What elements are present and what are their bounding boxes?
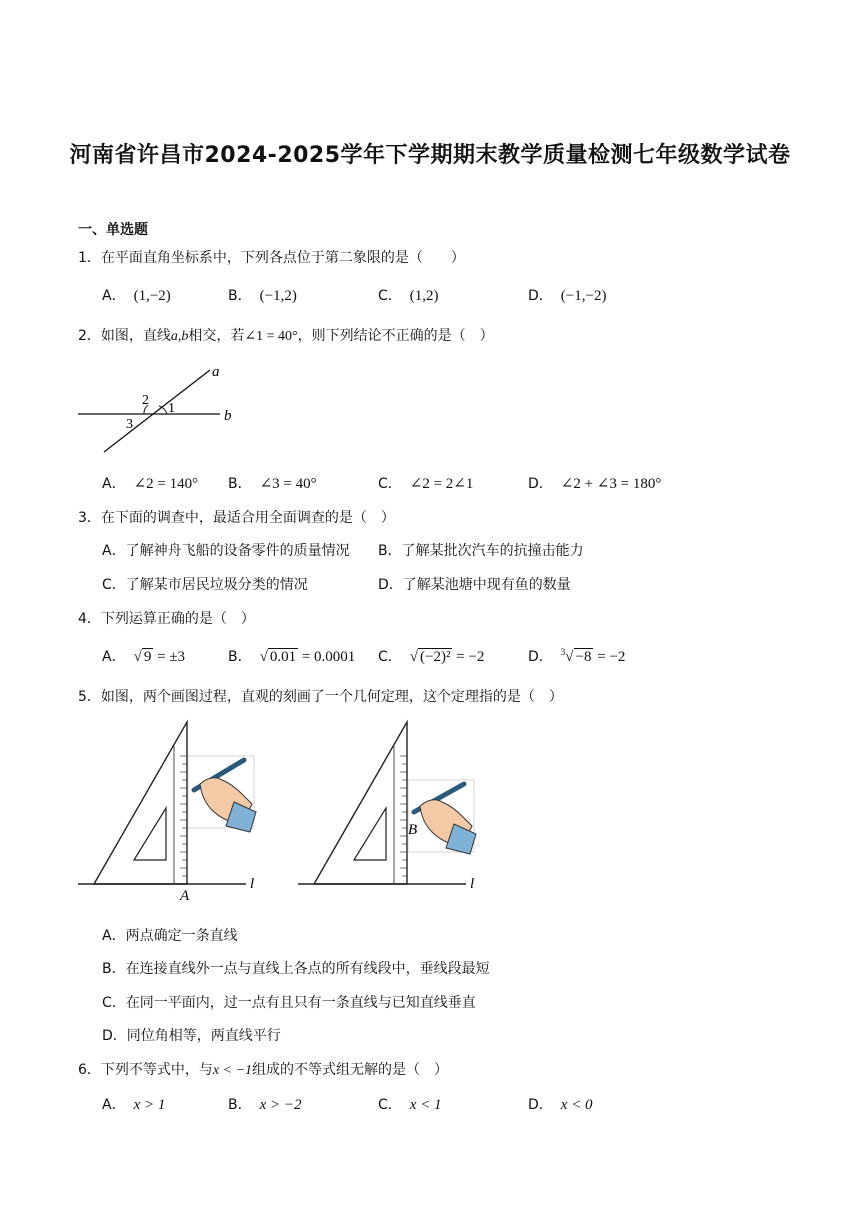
option-value: 两点确定一条直线	[125, 928, 238, 944]
hand-with-pen-icon	[414, 784, 476, 854]
label-point-a: A	[180, 888, 190, 901]
option-value: x > −2	[259, 1097, 302, 1113]
q4-option-d[interactable]: D． $^3$√ −8 = −2	[528, 647, 626, 665]
question-5-stem: 5．如图，两个画图过程，直观的刻画了一个几何定理，这个定理指的是（ ）	[78, 689, 563, 705]
radicand: −8	[575, 649, 592, 665]
label-point-b: B	[408, 822, 418, 838]
question-1-stem: 1．在平面直角坐标系中，下列各点位于第二象限的是（ ）	[78, 250, 465, 266]
option-value: x > 1	[133, 1097, 166, 1113]
radicand: (−2)²	[420, 649, 451, 665]
drawing-figure-right	[296, 716, 486, 901]
option-value: 在同一平面内，过一点有且只有一条直线与已知直线垂直	[125, 995, 476, 1011]
option-label: C．	[102, 577, 126, 593]
option-label: A．	[102, 543, 126, 559]
stem-text: 6．下列不等式中，与	[78, 1062, 213, 1078]
drawing-figure-left	[76, 716, 266, 901]
option-label: C．	[378, 476, 402, 492]
option-label: A．	[102, 649, 126, 665]
option-rest: = ±3	[153, 649, 186, 665]
option-label: A．	[102, 476, 126, 492]
root-index: 3	[560, 647, 566, 657]
q5-option-d[interactable]	[102, 1025, 281, 1045]
option-value: (1,−2)	[133, 288, 171, 304]
option-rest: = 0.0001	[298, 649, 356, 665]
q5-option-a[interactable]	[102, 925, 238, 945]
question-3-stem: 3．在下面的调查中，最适合用全面调查的是（ ）	[78, 510, 395, 526]
stem-text: 组成的不等式组无解的是（ ）	[252, 1062, 449, 1078]
label-angle-3: 3	[126, 417, 133, 432]
q4-option-a[interactable]: A． √ 9 = ±3	[102, 649, 186, 665]
option-label: D．	[528, 1097, 553, 1113]
stem-variables: a,b	[170, 329, 189, 344]
line-a	[104, 370, 210, 452]
option-label: D．	[378, 577, 403, 593]
q4-option-b[interactable]: B． √ 0.01 = 0.0001	[228, 649, 356, 665]
q2-option-c[interactable]	[378, 473, 473, 493]
option-label: B．	[228, 476, 252, 492]
option-value: 了解某市居民垃圾分类的情况	[125, 577, 308, 593]
option-label: D．	[528, 649, 553, 665]
option-value: x < 0	[560, 1097, 593, 1113]
hand-with-pen-icon	[194, 760, 256, 832]
q1-option-d[interactable]	[528, 285, 606, 305]
q2-option-a[interactable]	[102, 473, 198, 493]
option-value: ∠3 = 40°	[259, 476, 317, 492]
option-label: C．	[378, 288, 402, 304]
option-label: C．	[378, 1097, 402, 1113]
option-value: x < 1	[409, 1097, 442, 1113]
q5-option-b[interactable]	[102, 958, 490, 978]
option-label: B．	[378, 543, 402, 559]
option-value: (−1,−2)	[560, 288, 607, 304]
q2-option-d[interactable]	[528, 473, 661, 493]
question-4-stem: 4．下列运算正确的是（ ）	[78, 611, 255, 627]
option-value: 了解神舟飞船的设备零件的质量情况	[125, 543, 350, 559]
radicand: 0.01	[269, 649, 297, 665]
stem-text: 相交，若	[188, 328, 245, 344]
label-a: a	[212, 364, 220, 380]
q3-option-c[interactable]	[102, 574, 308, 594]
q6-option-c[interactable]	[378, 1094, 442, 1114]
q6-option-b[interactable]	[228, 1094, 302, 1114]
question-2-stem	[78, 325, 494, 345]
q6-option-a[interactable]	[102, 1094, 165, 1114]
page-title: 河南省许昌市2024-2025学年下学期期末教学质量检测七年级数学试卷	[69, 143, 791, 168]
option-label: B．	[228, 1097, 252, 1113]
q1-option-a[interactable]	[102, 285, 171, 305]
stem-text: 2．如图，直线	[78, 328, 171, 344]
q1-option-c[interactable]	[378, 285, 439, 305]
option-label: D．	[528, 476, 553, 492]
label-line-l-left: l	[250, 876, 255, 892]
option-label: A．	[102, 288, 126, 304]
option-value: (1,2)	[409, 288, 439, 304]
label-b: b	[224, 408, 232, 424]
label-angle-1: 1	[168, 401, 175, 416]
label-line-l-right: l	[470, 876, 475, 892]
q2-option-b[interactable]	[228, 473, 317, 493]
option-label: A．	[102, 1097, 126, 1113]
stem-text: ，则下列结论不正确的是（ ）	[297, 328, 494, 344]
angle-1-arc	[159, 406, 167, 414]
q3-option-a[interactable]	[102, 540, 350, 560]
stem-math: x < −1	[212, 1063, 253, 1078]
option-label: D．	[528, 288, 553, 304]
option-value: ∠2 + ∠3 = 180°	[560, 476, 662, 492]
label-angle-2: 2	[142, 393, 149, 408]
option-label: A．	[102, 928, 126, 944]
q3-option-b[interactable]	[378, 540, 584, 560]
option-label: B．	[102, 961, 126, 977]
option-label: B．	[228, 649, 252, 665]
option-label: C．	[378, 649, 402, 665]
option-label: C．	[102, 995, 126, 1011]
stem-math: ∠1 = 40°	[244, 329, 298, 344]
option-value: 在连接直线外一点与直线上各点的所有线段中，垂线段最短	[125, 961, 490, 977]
question-6-stem	[78, 1059, 448, 1079]
intersecting-lines-figure	[70, 360, 250, 460]
option-value: 了解某批次汽车的抗撞击能力	[401, 543, 584, 559]
q1-option-b[interactable]	[228, 285, 297, 305]
radicand: 9	[143, 649, 152, 665]
section-heading: 一、单选题	[78, 222, 148, 238]
q4-option-c[interactable]: C． √ (−2)² = −2	[378, 649, 485, 665]
option-value: 了解某池塘中现有鱼的数量	[402, 577, 571, 593]
option-rest: = −2	[452, 649, 485, 665]
option-value: ∠2 = 140°	[133, 476, 199, 492]
option-rest: = −2	[593, 649, 626, 665]
q5-option-c[interactable]	[102, 992, 476, 1012]
q6-option-d[interactable]	[528, 1094, 593, 1114]
option-value: 同位角相等，两直线平行	[126, 1028, 281, 1044]
option-label: B．	[228, 288, 252, 304]
option-value: (−1,2)	[259, 288, 297, 304]
option-value: ∠2 = 2∠1	[409, 476, 474, 492]
option-label: D．	[102, 1028, 127, 1044]
q3-option-d[interactable]	[378, 574, 571, 594]
